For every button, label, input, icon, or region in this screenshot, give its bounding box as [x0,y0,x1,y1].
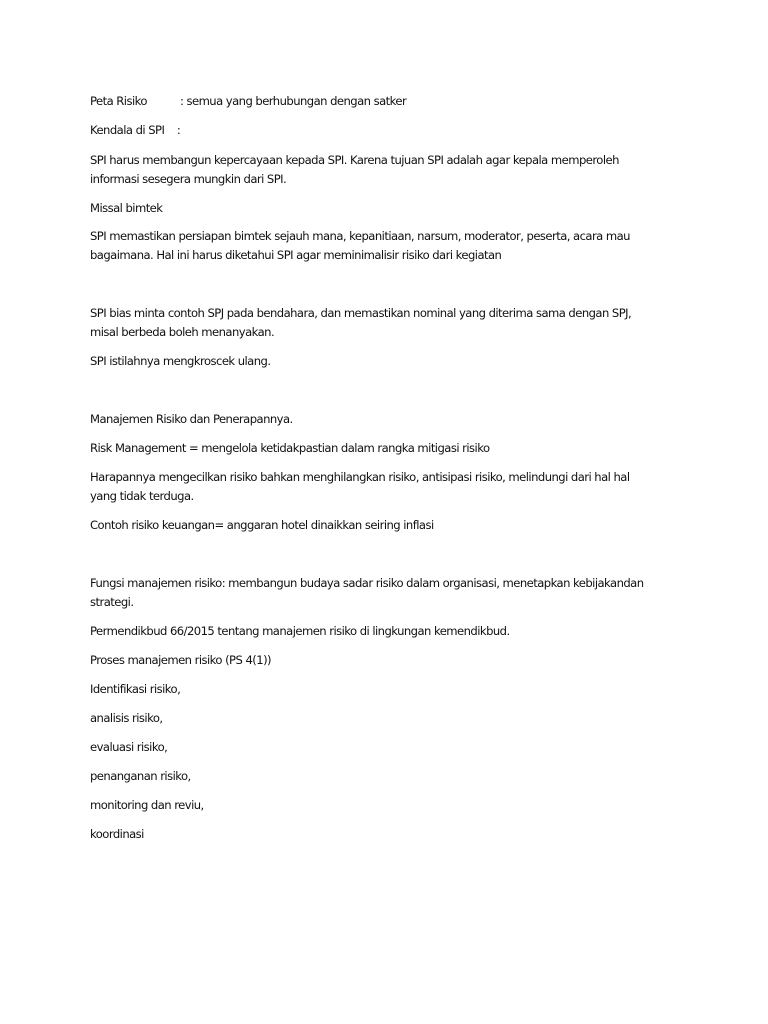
list-item: koordinasi [90,827,144,841]
peta-risiko-value: : semua yang berhubungan dengan satker [180,94,407,108]
fungsi-line-1: Fungsi manajemen risiko: membangun budaya sadar risiko dalam organisasi, menetapkan kebijakandan [90,576,644,590]
harapan-line-1: Harapannya mengecilkan risiko bahkan menghilangkan risiko, antisipasi risiko, melindungi dari hal hal [90,470,630,484]
missal-bimtek-line: Missal bimtek [90,201,163,215]
peta-risiko-label: Peta Risiko [90,94,147,108]
harapan-line-2: yang tidak terduga. [90,489,194,503]
fungsi-line-2: strategi. [90,595,134,609]
list-item: evaluasi risiko, [90,740,168,754]
paragraph-spj-line-1: SPI bias minta contoh SPJ pada bendahara, dan memastikan nominal yang diterima sama dengan SPJ, [90,306,632,320]
paragraph-spi-trust-line-2: informasi sesegera mungkin dari SPI. [90,172,287,186]
list-item: monitoring dan reviu, [90,798,204,812]
contoh-risiko-line: Contoh risiko keuangan= anggaran hotel dinaikkan seiring inflasi [90,518,434,532]
list-item: analisis risiko, [90,711,163,725]
manajemen-heading: Manajemen Risiko dan Penerapannya. [90,412,293,426]
proses-line: Proses manajemen risiko (PS 4(1)) [90,653,272,667]
paragraph-spj-line-2: misal berbeda boleh menanyakan. [90,325,275,339]
list-item: penanganan risiko, [90,769,191,783]
risk-management-line: Risk Management = mengelola ketidakpastian dalam rangka mitigasi risiko [90,441,490,455]
paragraph-spi-bimtek-line-1: SPI memastikan persiapan bimtek sejauh mana, kepanitiaan, narsum, moderator, peserta, acara mau [90,229,630,243]
kendala-line: Kendala di SPI : [90,123,181,137]
paragraph-spi-bimtek-line-2: bagaimana. Hal ini harus diketahui SPI agar meminimalisir risiko dari kegiatan [90,248,502,262]
paragraph-spi-trust-line-1: SPI harus membangun kepercayaan kepada SPI. Karena tujuan SPI adalah agar kepala memperoleh [90,153,619,167]
permendikbud-line: Permendikbud 66/2015 tentang manajemen risiko di lingkungan kemendikbud. [90,624,510,638]
list-item: Identifikasi risiko, [90,682,181,696]
spi-istilah-line: SPI istilahnya mengkroscek ulang. [90,354,271,368]
